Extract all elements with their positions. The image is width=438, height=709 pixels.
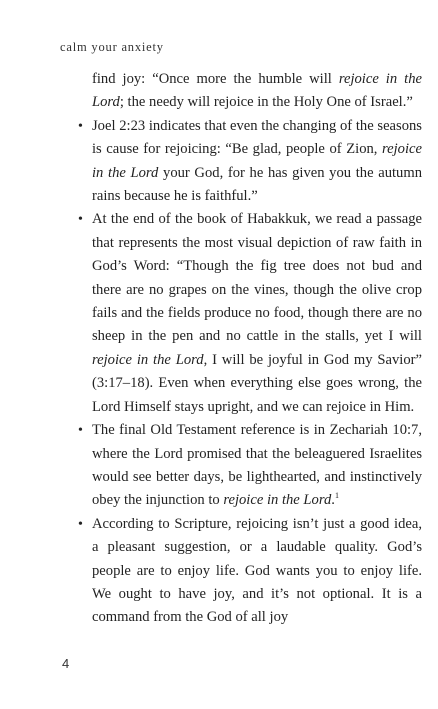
page-number: 4 [62,656,70,671]
italic-run: rejoice in the Lord [92,71,422,111]
italic-run: rejoice in the Lord [223,492,332,509]
continuation-paragraph [92,68,422,115]
footnote-marker: 1 [334,491,339,501]
text-run: Joel 2:23 indicates that even the changing of the seasons is cause for rejoicing: “Be glad, people of Zion, [92,117,422,158]
text-run: According to Scripture, rejoicing isn’t just a good idea, a pleasant suggestion, or a laudable quality. God’s people are to enjoy life. God wants you to enjoy life. We ought to have joy, and it’s not optional. It is a command from the God of all joy [92,515,422,626]
body-text [78,68,423,630]
bullet-dot: • [78,118,83,134]
bullet-item [78,419,422,513]
bullet-item [78,513,422,630]
text-run: , I will be joyful in God my Savior” (3:17–18). Even when everything else goes wrong, the Lord Himself stays upright, and we can rejoice in Him. [92,351,422,415]
bullet-dot: • [78,423,83,439]
text-run: . [331,492,335,509]
running-head: calm your anxiety [60,40,164,54]
text-run: ; the needy will rejoice in the Holy One of Israel.” [119,94,413,111]
bullet-item [78,208,422,419]
italic-run: rejoice in the Lord [92,351,204,368]
text-run: find joy: “Once more the humble will [92,71,339,87]
italic-run: rejoice in the Lord [92,141,422,181]
bullet-dot: • [78,212,83,228]
text-run: At the end of the book of Habakkuk, we read a passage that represents the most visual depiction of raw faith in God’s Word: “Though the fig tree does not bud and there are no grapes on the vines, though the olive crop fails and the fields produce no food, though there are no sheep in the pen and no cattle in the stalls, yet I will [92,211,422,345]
bullet-item [78,115,423,209]
bullet-dot: • [78,516,83,532]
text-run: The final Old Testament reference is in Zechariah 10:7, where the Lord promised that the beleaguered Israelites would see better days, be lighthearted, and instinctively obey the injunction to [92,422,422,509]
text-run: your God, for he has given you the autumn rains because he is faithful.” [92,164,423,205]
